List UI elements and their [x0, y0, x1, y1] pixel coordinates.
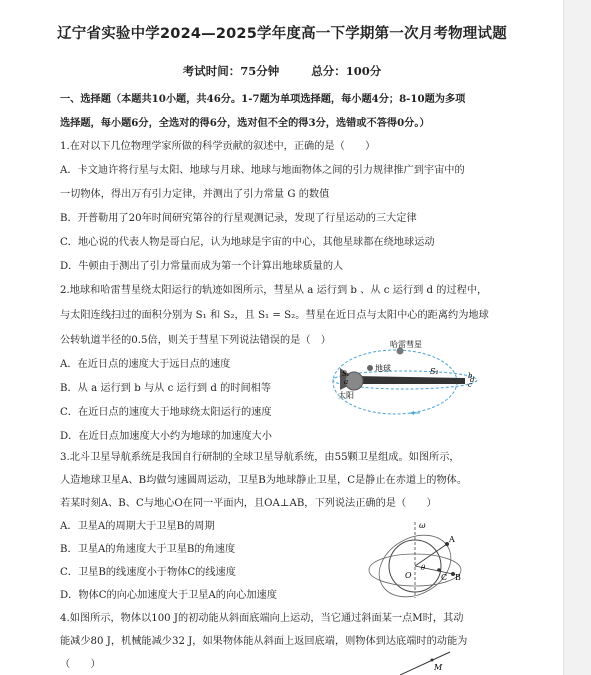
- sun-label: 太阳: [338, 391, 354, 400]
- label-c: C: [441, 573, 448, 582]
- q3-option-b: B．卫星A的角速度大于卫星B的角速度: [60, 544, 236, 555]
- c-label: c: [468, 381, 472, 389]
- q2-option-c: C．在近日点的速度大于地球绕太阳运行的速度: [60, 407, 272, 418]
- b-label: b: [468, 372, 473, 380]
- q1-option-d: D．牛顿由于测出了引力常量而成为第一个计算出地球质量的人: [60, 261, 344, 272]
- omega-label: ω: [419, 521, 426, 530]
- comet-label: 哈雷彗星: [390, 340, 422, 349]
- section-heading-line2: 选择题，每小题6分，全选对的得6分，选对但不全的得3分，选错或不答得0分。）: [60, 117, 430, 129]
- q1-option-a-line1: A．卡文迪许将行星与太阳、地球与月球、地球与地面物体之间的引力规律推广到宇宙中的: [60, 165, 465, 176]
- orbit-diagram: [330, 340, 480, 420]
- q3-option-d: D．物体C的向心加速度大于卫星A的向心加速度: [60, 590, 277, 601]
- label-o: O: [405, 571, 412, 580]
- label-theta: θ: [421, 564, 426, 572]
- q1-option-a-line2: 一切物体，得出万有引力定律，并测出了引力常量 G 的数值: [60, 189, 330, 200]
- exam-meta: [0, 63, 564, 79]
- exam-time: 考试时间：75分钟: [182, 64, 280, 78]
- q2-stem-line1: 2.地球和哈雷彗星绕太阳运行的轨迹如图所示，彗星从 a 运行到 b 、从 c 运行到 d 的过程中，: [60, 285, 488, 296]
- vertical-scrollbar[interactable]: [563, 0, 591, 675]
- q3-stem-line3: 若某时刻A、B、C与地心O在同一平面内，且OA⊥AB，下列说法正确的是（ ）: [60, 498, 437, 509]
- earth-icon: [367, 365, 373, 371]
- q2-option-a: A．在近日点的速度大于远日点的速度: [60, 359, 231, 370]
- q3-option-c: C．卫星B的线速度小于物体C的线速度: [60, 567, 236, 578]
- q1-option-c: C．地心说的代表人物是哥白尼，认为地球是宇宙的中心，其他星球都在绕地球运动: [60, 237, 435, 248]
- q2-stem-line2: 与太阳连线扫过的面积分别为 S₁ 和 S₂，且 S₁ = S₂。彗星在近日点与太阳中心的距离约为地球: [60, 310, 489, 321]
- q3-option-a: A．卫星A的周期大于卫星B的周期: [60, 521, 215, 532]
- q4-stem-line3: （ ）: [60, 659, 101, 670]
- earth-label: 地球: [375, 364, 391, 373]
- q4-stem-line1: 4.如图所示，物体以100 J的初动能从斜面底端向上运动，当它通过斜面某一点M时，其动: [60, 613, 464, 624]
- q2-stem-line3: 公转轨道半径的0.5倍，则关于彗星下列说法错误的是（ ）: [60, 335, 331, 346]
- label-b: B: [455, 573, 461, 582]
- q3-stem-line1: 3.北斗卫星导航系统是我国自行研制的全球卫星导航系统，由55颗卫星组成。如图所示，: [60, 452, 460, 463]
- s2-label: S₂: [342, 370, 350, 378]
- incline-diagram: [400, 650, 460, 675]
- q2-option-d: D．在近日点加速度大小约为地球的加速度大小: [60, 431, 272, 442]
- label-a: A: [449, 535, 455, 544]
- point-m: [431, 659, 434, 662]
- orbit-arrowhead: [410, 411, 414, 415]
- q2-option-b: B．从 a 运行到 b 与从 c 运行到 d 的时间相等: [60, 383, 272, 394]
- q1-stem: 1.在对以下几位物理学家所做的科学贡献的叙述中，正确的是（ ）: [60, 141, 376, 152]
- q4-stem-line2: 能减少80 J，机械能减少32 J，如果物体能从斜面上返回底端，则物体到达底端时的动能为: [60, 636, 468, 647]
- total-score: 总分：100分: [311, 64, 382, 78]
- incline-line: [400, 652, 450, 675]
- q3-stem-line2: 人造地球卫星A、B均做匀速圆周运动，卫星B为地球静止卫星，C是静止在赤道上的物体。: [60, 475, 468, 486]
- satellite-diagram: [365, 518, 465, 602]
- line-oa: [415, 544, 447, 566]
- s1-label: S₁: [430, 367, 439, 376]
- q1-option-b: B．开普勒用了20年时间研究第谷的行星观测记录，发现了行星运动的三大定律: [60, 213, 417, 224]
- object-c-dot: [437, 568, 441, 572]
- a-label: a: [344, 378, 349, 386]
- d-label: d: [470, 376, 475, 384]
- section-heading-line1: 一、选择题（本题共10小题，共46分。1-7题为单项选择题，每小题4分；8-10题为多项: [60, 93, 466, 105]
- exam-title: 辽宁省实验中学2024—2025学年度高一下学期第一次月考物理试题: [57, 26, 507, 42]
- swept-area-s1: [352, 376, 465, 384]
- label-m: M: [434, 663, 443, 672]
